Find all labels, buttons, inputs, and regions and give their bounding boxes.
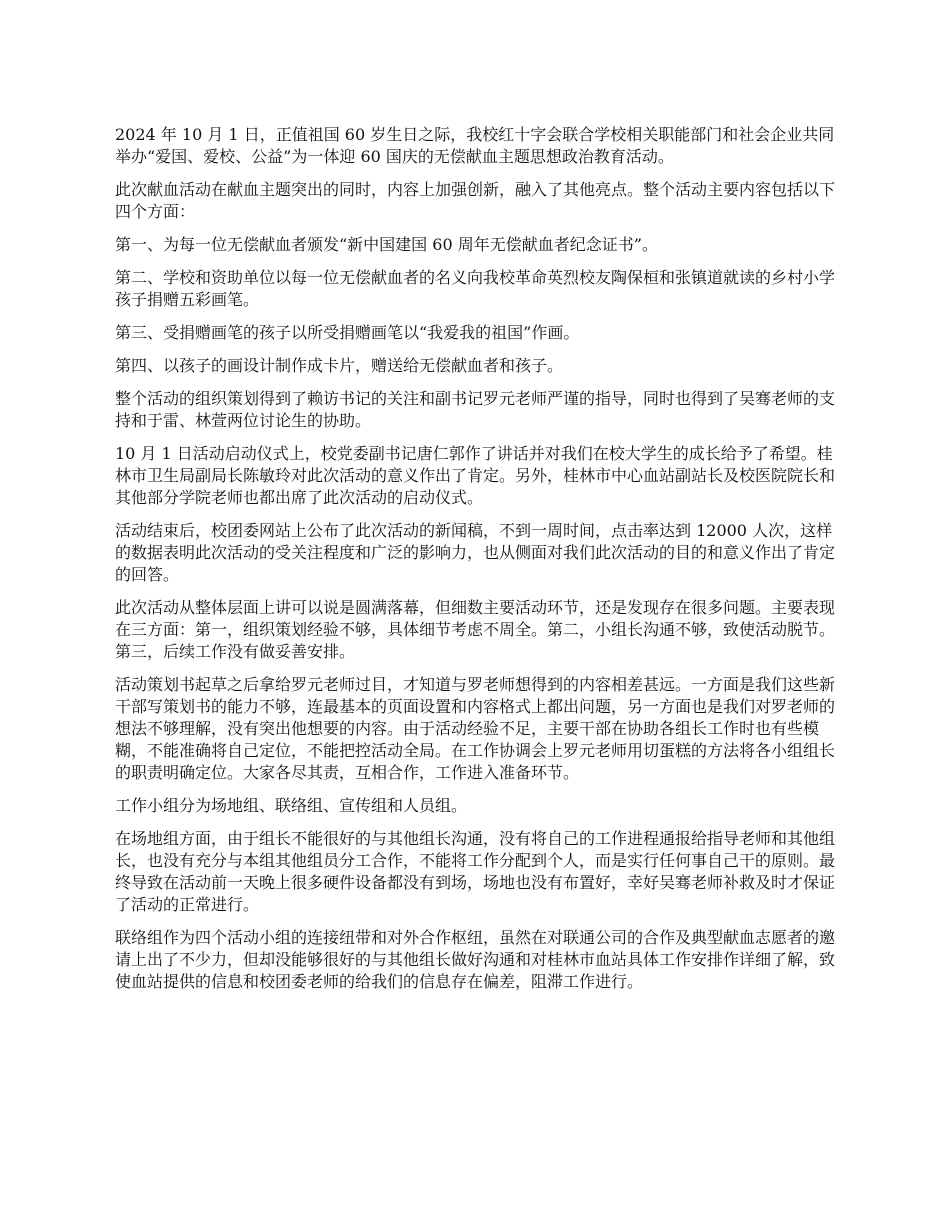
paragraph-planning: 活动策划书起草之后拿给罗元老师过目，才知道与罗老师想得到的内容相差甚远。一方面是我们这些新干部写策划书的能力不够，连最基本的页面设置和内容格式上都出问题，另一方面也是我们对罗老师的想法不够理解，没有突出他想要的内容。由于活动经验不足，主要干部在协助各组长工作时也有些模糊，不能准确将自己定位，不能把控活动全局。在工作协调会上罗元老师用切蛋糕的方法将各小组组长的职责明确定位。大家各尽其责，互相合作，工作进入准备环节。 bbox=[115, 675, 836, 782]
paragraph-groups: 工作小组分为场地组、联络组、宣传组和人员组。 bbox=[115, 796, 468, 815]
paragraph-overview: 此次献血活动在献血主题突出的同时，内容上加强创新，融入了其他亮点。整个活动主要内容包括以下四个方面： bbox=[115, 180, 836, 221]
document-body bbox=[115, 124, 841, 1004]
paragraph-intro: 2024 年 10 月 1 日，正值祖国 60 岁生日之际，我校红十字会联合学校相关职能部门和社会企业共同举办“爱国、爱校、公益”为一体迎 60 国庆的无偿献血主题思想政治教育活动。 bbox=[115, 125, 835, 166]
paragraph-point-4: 第四、以孩子的画设计制作成卡片，赠送给无偿献血者和孩子。 bbox=[115, 356, 564, 375]
paragraph-support: 整个活动的组织策划得到了赖访书记的关注和副书记罗元老师严谨的指导，同时也得到了吴骞老师的支持和于雷、林萱两位讨论生的协助。 bbox=[115, 389, 836, 430]
paragraph-point-2: 第二、学校和资助单位以每一位无偿献血者的名义向我校革命英烈校友陶保桓和张镇道就读的乡村小学孩子捐赠五彩画笔。 bbox=[115, 268, 836, 309]
paragraph-point-3: 第三、受捐赠画笔的孩子以所受捐赠画笔以“我爱我的祖国”作画。 bbox=[115, 323, 580, 342]
paragraph-problems: 此次活动从整体层面上讲可以说是圆满落幕，但细数主要活动环节，还是发现存在很多问题。主要表现在三方面：第一，组织策划经验不够，具体细节考虑不周全。第二，小组长沟通不够，致使活动脱节。第三，后续工作没有做妥善安排。 bbox=[115, 598, 836, 661]
paragraph-venue-group: 在场地组方面，由于组长不能很好的与其他组长沟通，没有将自己的工作进程通报给指导老师和其他组长，也没有充分与本组其他组员分工合作，不能将工作分配到个人，而是实行任何事自己干的原则。最终导致在活动前一天晚上很多硬件设备都没有到场，场地也没有布置好，幸好吴骞老师补救及时才保证了活动的正常进行。 bbox=[115, 829, 836, 914]
paragraph-point-1: 第一、为每一位无偿献血者颁发“新中国建国 60 周年无偿献血者纪念证书”。 bbox=[115, 235, 658, 254]
paragraph-ceremony: 10 月 1 日活动启动仪式上，校党委副书记唐仁郭作了讲话并对我们在校大学生的成长给予了希望。桂林市卫生局副局长陈敏玲对此次活动的意义作出了肯定。另外，桂林市中心血站副站长及校医院院长和其他部分学院老师也都出席了此次活动的启动仪式。 bbox=[115, 444, 836, 507]
paragraph-liaison-group: 联络组作为四个活动小组的连接纽带和对外合作枢纽，虽然在对联通公司的合作及典型献血志愿者的邀请上出了不少力，但却没能够很好的与其他组长做好沟通和对桂林市血站具体工作安排作详细了解，致使血站提供的信息和校团委老师的给我们的信息存在偏差，阻滞工作进行。 bbox=[115, 928, 836, 991]
paragraph-results: 活动结束后，校团委网站上公布了此次活动的新闻稿，不到一周时间，点击率达到 12000 人次，这样的数据表明此次活动的受关注程度和广泛的影响力，也从侧面对我们此次活动的目的和意义作出了肯定的回答。 bbox=[115, 521, 836, 584]
